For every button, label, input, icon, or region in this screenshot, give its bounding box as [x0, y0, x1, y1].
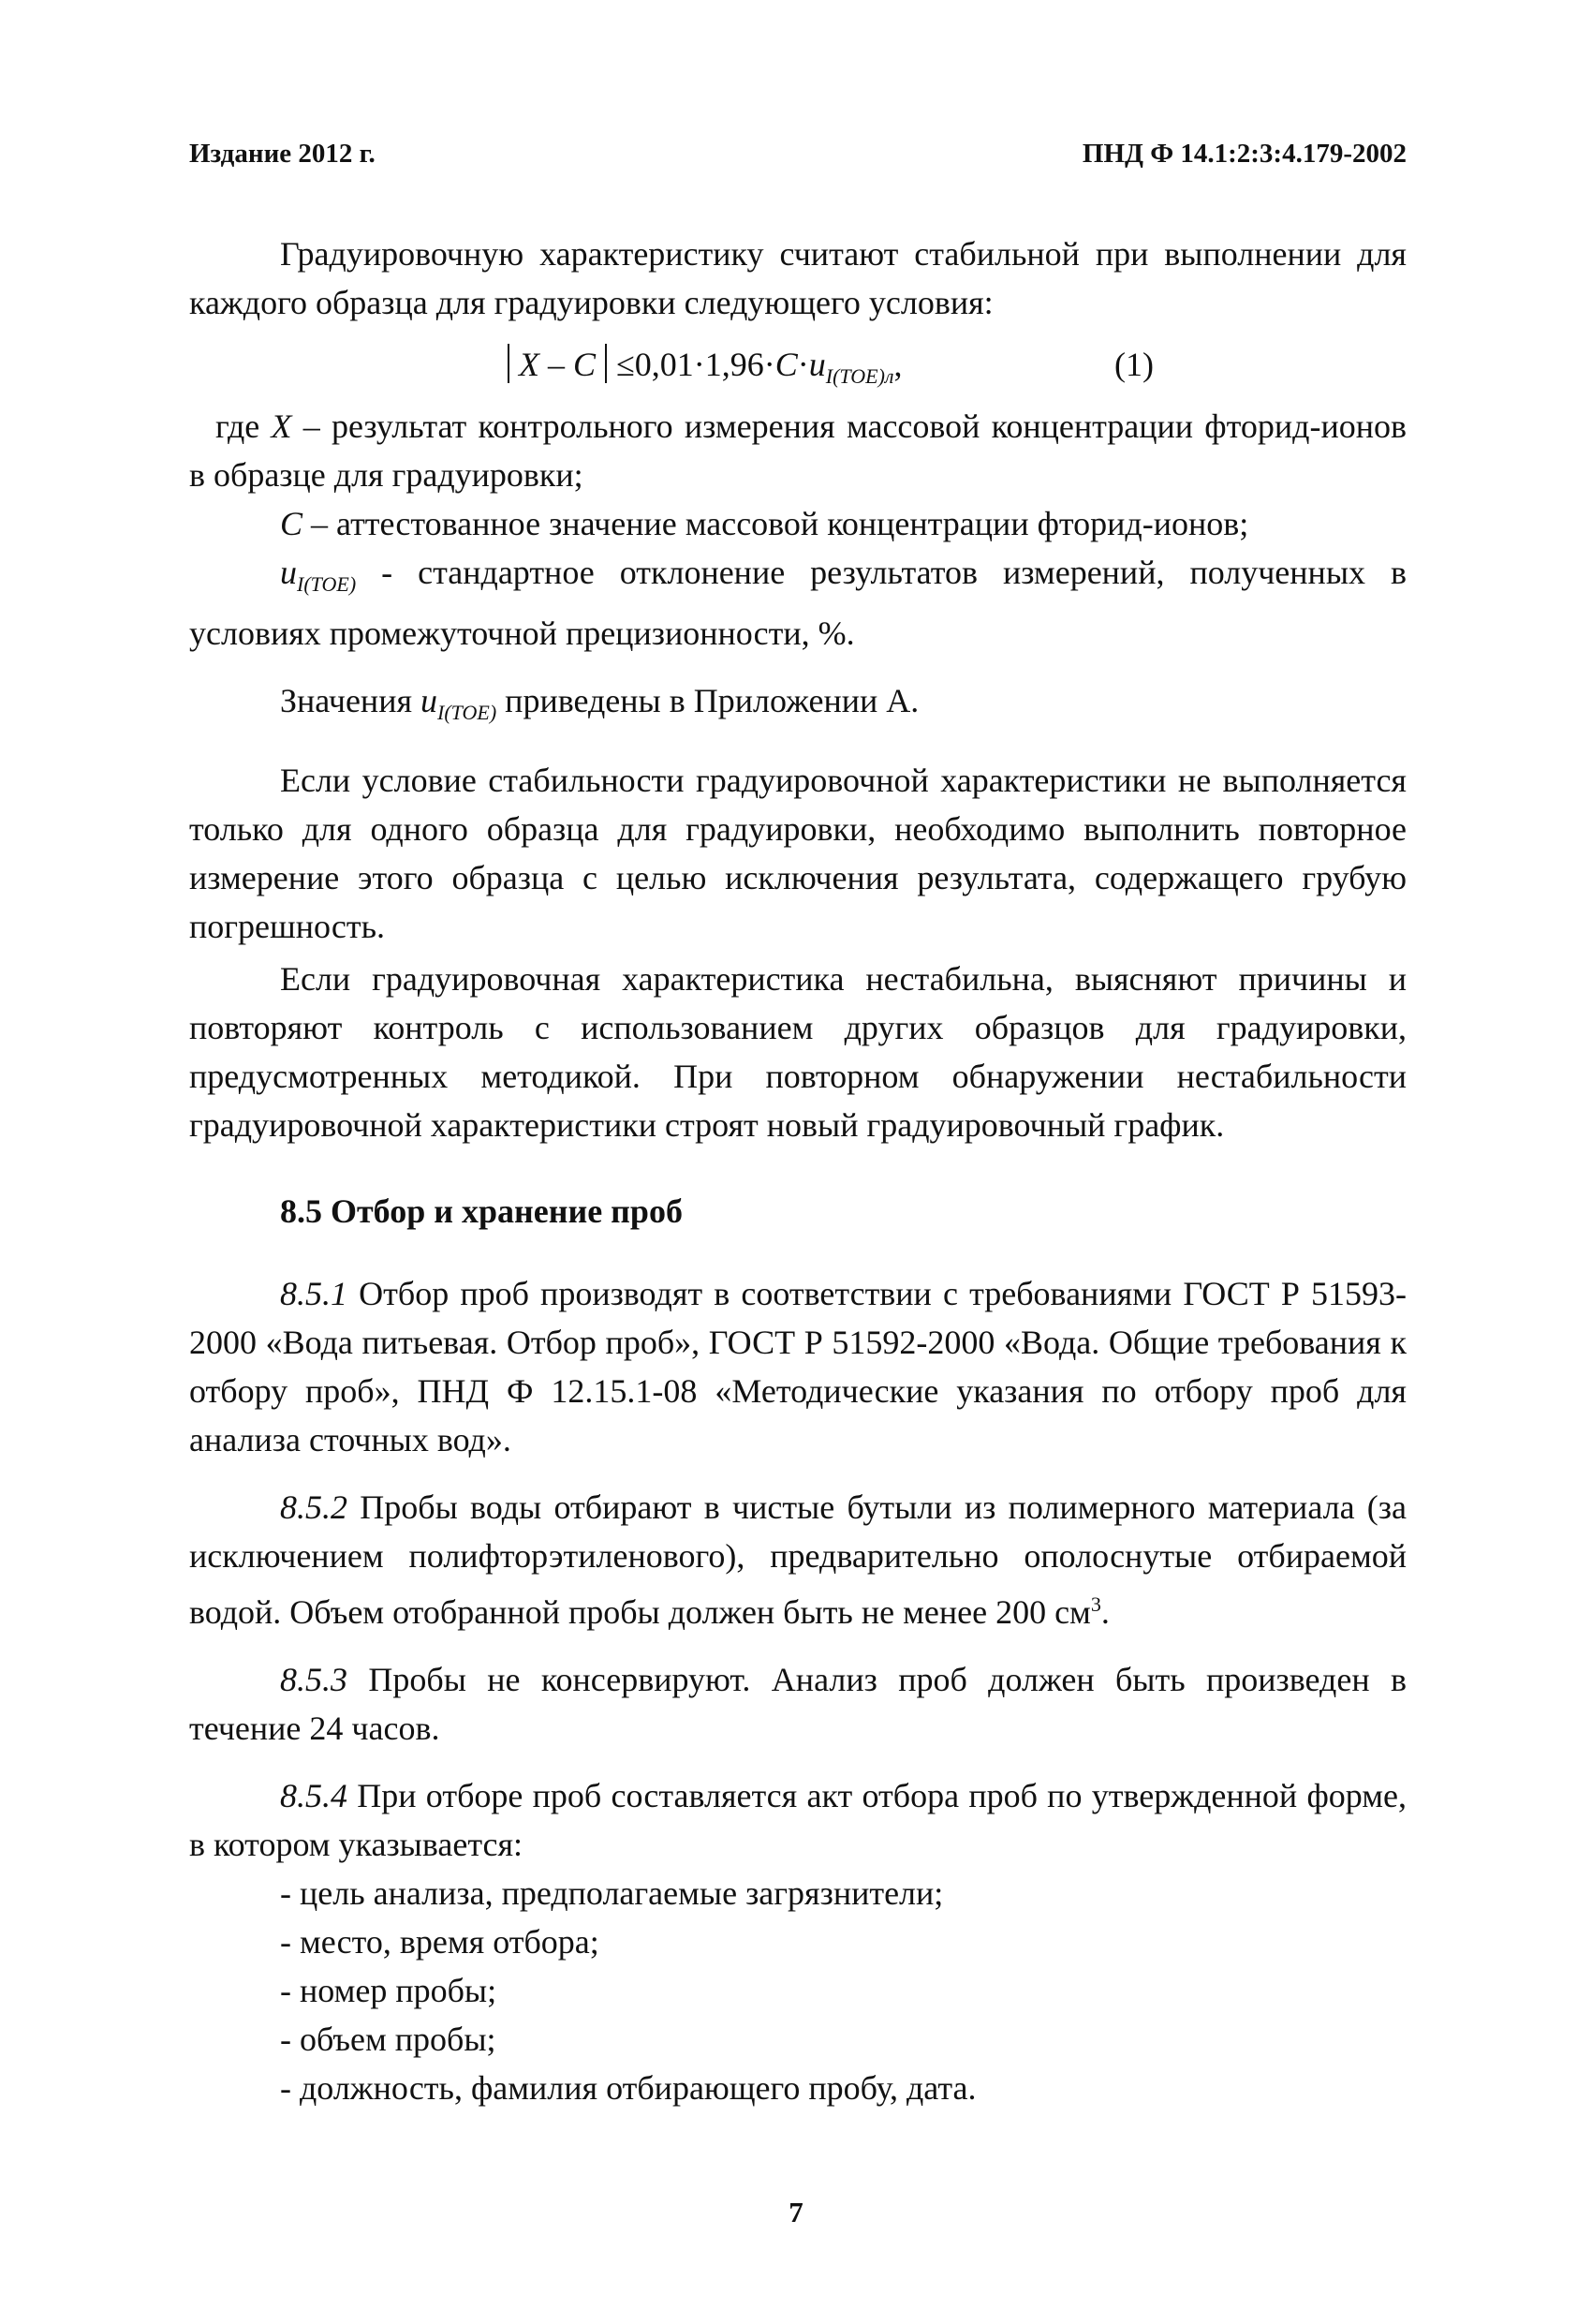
- spacer: [189, 1464, 1407, 1483]
- page-number: 7: [789, 2196, 803, 2228]
- page-content: [189, 229, 1407, 2112]
- item-text: Пробы воды отбирают в чистые бутыли из полимерного материала (за исключением полифторэтиленового), предварительно ополоснутые отбираемой водой. Объем отобранной пробы должен быть не менее 200 см: [189, 1488, 1407, 1632]
- item-tail: .: [1100, 1593, 1110, 1632]
- x-symbol: X: [271, 407, 292, 445]
- formula-c: C: [573, 346, 597, 383]
- formula-c2: C: [774, 346, 798, 383]
- list-item: - объем пробы;: [280, 2021, 496, 2059]
- abs-bar-left: [508, 344, 509, 383]
- formula-u-subscript: I(TOE): [825, 364, 885, 389]
- spacer: [189, 1753, 1407, 1771]
- formula-minus: –: [548, 346, 565, 383]
- list-item: - цель анализа, предполагаемые загрязнители;: [280, 1874, 944, 1913]
- section-item-8-5-1: [189, 1269, 1407, 1464]
- values-u-subscript: I(TOE): [437, 701, 497, 725]
- edition-label: Издание 2012 г.: [189, 139, 376, 169]
- sampling-record-list: [189, 1869, 1407, 2112]
- c-definition: – аттестованное значение массовой концентрации фторид-ионов;: [302, 505, 1249, 542]
- unstable-paragraph: Если градуировочная характеристика нестабильна, выясняют причины и повторяют контроль с использованием других образцов для градуировки, предусмотренных методикой. При повторном обнаружении нестабильности градуировочной характеристики строят новый градуировочный график.: [189, 960, 1407, 1145]
- item-number: 8.5.3: [280, 1661, 347, 1699]
- formula-u: u: [808, 346, 826, 383]
- formula-x: X: [519, 346, 539, 383]
- abs-bar-right: [605, 344, 607, 383]
- formula-rhs: ≤0,01·1,96·: [616, 346, 775, 383]
- spacer: [189, 658, 1407, 676]
- item-superscript: 3: [1090, 1592, 1101, 1617]
- spacer: [189, 737, 1407, 756]
- document-code: ПНД Ф 14.1:2:3:4.179-2002: [1082, 139, 1407, 169]
- list-item: - место, время отбора;: [280, 1923, 599, 1961]
- definition-c: [189, 499, 1407, 548]
- item-text: Пробы не консервируют. Анализ проб должен быть произведен в течение 24 часов.: [189, 1661, 1407, 1748]
- formula-dot: ·: [797, 346, 809, 383]
- values-note-pre: Значения: [280, 682, 421, 720]
- list-item: - должность, фамилия отбирающего пробу, дата.: [280, 2069, 977, 2108]
- values-note-post: приведены в Приложении А.: [496, 682, 920, 720]
- u-symbol: u: [280, 554, 297, 591]
- formula-1: [189, 333, 1407, 400]
- definition-x: [189, 402, 1407, 499]
- item-text: При отборе проб составляется акт отбора проб по утвержденной форме, в котором указывается:: [189, 1777, 1407, 1864]
- spacer: [189, 1636, 1407, 1655]
- section-item-8-5-2: [189, 1483, 1407, 1636]
- values-note: [189, 676, 1407, 737]
- x-definition: – результат контрольного измерения массовой концентрации фторид-ионов в образце для градуировки;: [189, 407, 1407, 494]
- stability-paragraph: Если условие стабильности градуировочной характеристики не выполняется только для одного образца для градуировки, необходимо выполнить повторное измерение этого образца с целью исключения результата, содержащего грубую погрешность.: [189, 762, 1407, 946]
- where-lead: где: [215, 407, 272, 445]
- spacer: [189, 1149, 1407, 1187]
- item-number: 8.5.4: [280, 1777, 347, 1815]
- list-item: - номер пробы;: [280, 1972, 497, 2010]
- c-symbol: С: [280, 505, 303, 542]
- section-item-8-5-3: [189, 1655, 1407, 1753]
- section-heading: 8.5 Отбор и хранение проб: [280, 1192, 683, 1231]
- definition-u: [189, 548, 1407, 658]
- formula-u-subscript-2: л: [884, 364, 894, 389]
- item-text: Отбор проб производят в соответствии с требованиями ГОСТ Р 51593-2000 «Вода питьевая. Отбор проб», ГОСТ Р 51592-2000 «Вода. Общие требования к отбору проб», ПНД Ф 12.15.1-08 «Методические указания по отбору проб для анализа сточных вод».: [189, 1275, 1407, 1459]
- u-subscript: I(TOE): [297, 572, 357, 597]
- formula-comma: ,: [893, 346, 903, 383]
- formula-expression: [498, 340, 903, 401]
- intro-paragraph: Градуировочную характеристику считают стабильной при выполнении для каждого образца для градуировки следующего условия:: [189, 235, 1407, 321]
- values-u-symbol: u: [420, 682, 438, 720]
- item-number: 8.5.1: [280, 1275, 347, 1313]
- section-item-8-5-4: [189, 1771, 1407, 1869]
- spacer: [189, 1236, 1407, 1269]
- equation-number: (1): [1114, 346, 1154, 383]
- item-number: 8.5.2: [280, 1488, 347, 1527]
- u-definition: - стандартное отклонение результатов измерений, полученных в условиях промежуточной прецизионности, %.: [189, 554, 1407, 653]
